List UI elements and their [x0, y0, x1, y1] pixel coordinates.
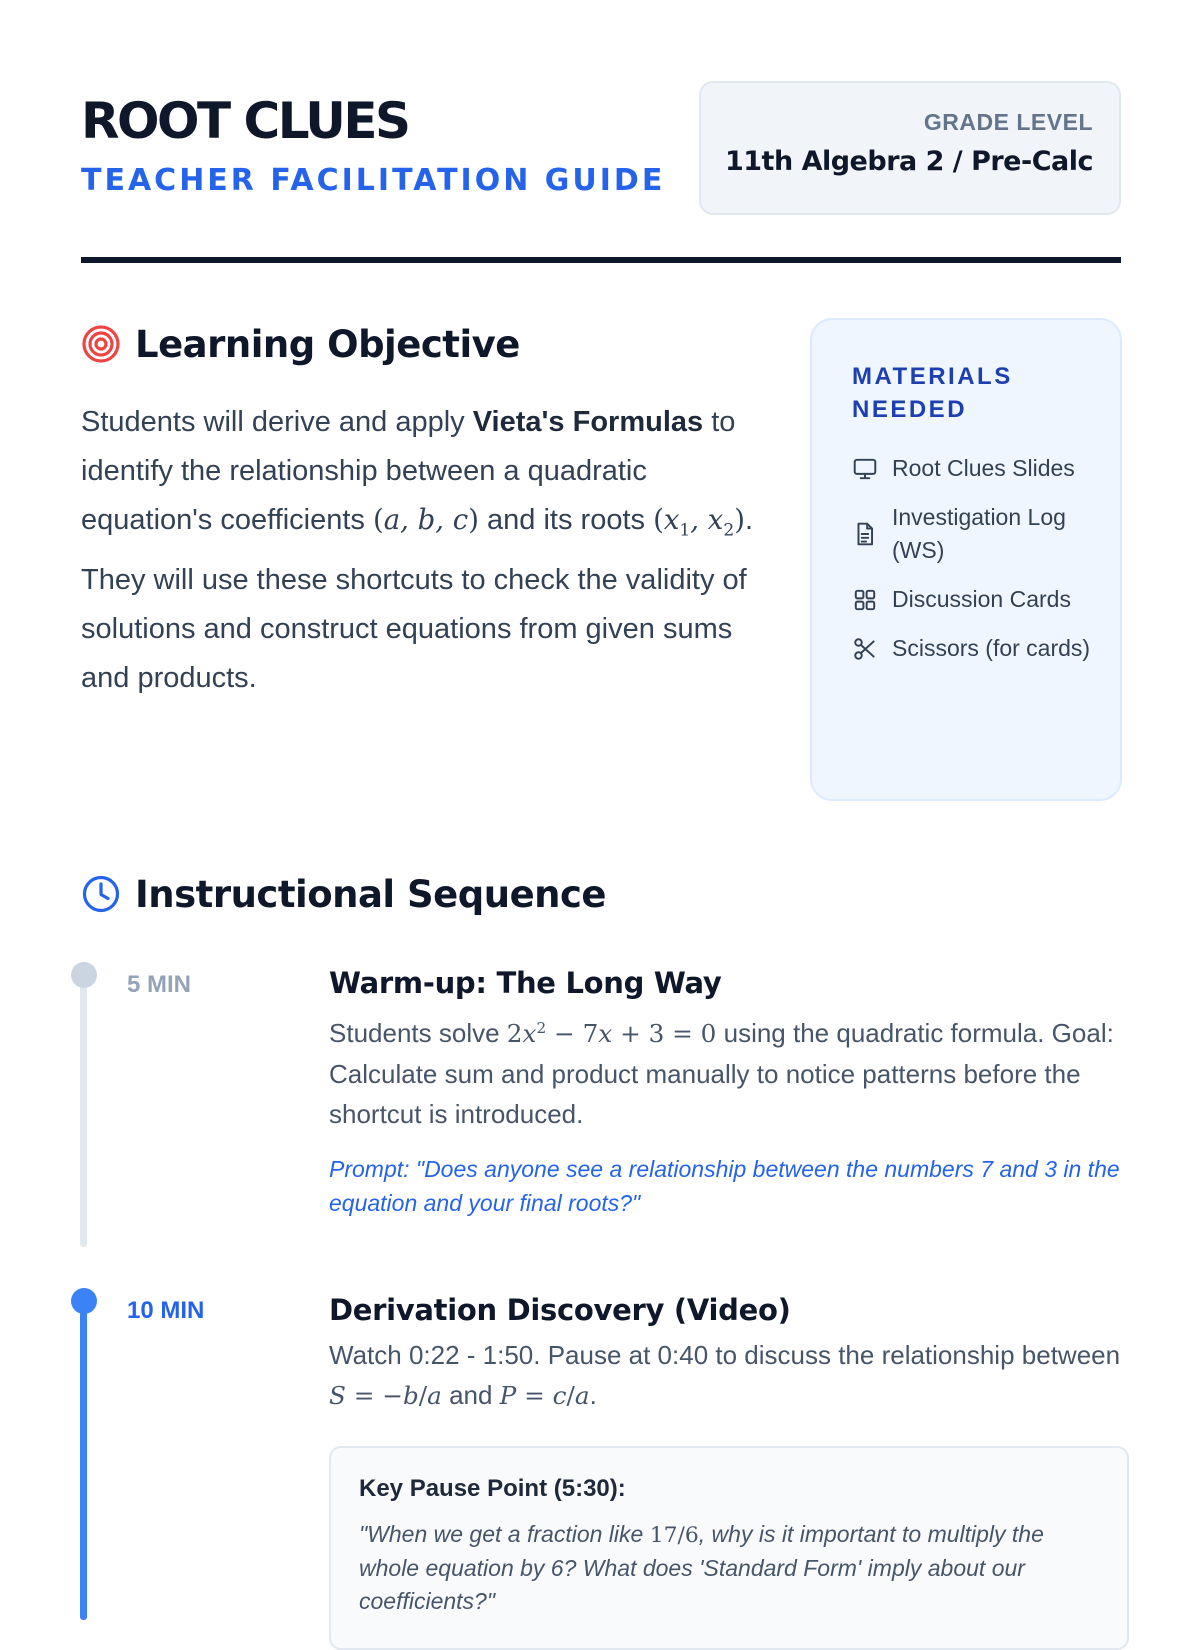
pause-point-quote — [359, 1518, 1099, 1618]
sequence-title: Instructional Sequence — [135, 872, 607, 916]
step-duration: 10 MIN — [127, 1297, 205, 1324]
materials-item-label: Investigation Log (WS) — [892, 504, 1066, 563]
objective-text-part: . They will use these shortcuts to check the validity of solutions and construct equations from given sums and products. — [81, 504, 753, 694]
timeline-line — [80, 1300, 87, 1620]
step-title: Derivation Discovery (Video) — [329, 1293, 791, 1327]
warmup-equation-math: $2x^2 - 7x + 3 = 0$ — [506, 1019, 717, 1049]
step-description — [329, 1008, 1129, 1134]
objective-text-part: Students will derive and apply — [81, 406, 473, 438]
pause-quote-part: , why is it important to multiply the whole equation by 6? What does 'Standard Form' imply about our coefficients?" — [359, 1521, 1044, 1614]
clock-icon — [81, 874, 121, 914]
objective-title: Learning Objective — [135, 322, 520, 366]
scissors-icon — [852, 636, 878, 662]
materials-list — [852, 452, 1092, 665]
key-pause-point-card — [329, 1446, 1129, 1650]
materials-card — [810, 318, 1122, 801]
vieta-formulas-term: Vieta's Formulas — [472, 406, 704, 438]
monitor-icon — [852, 456, 878, 482]
coefficients-math: (a, b, c) — [372, 504, 479, 536]
step-description-part: Students solve — [329, 1018, 507, 1049]
header-divider — [81, 257, 1121, 263]
pause-quote-part: "When we get a fraction like — [359, 1521, 650, 1547]
objective-text-part: and its roots — [478, 504, 654, 536]
materials-item — [852, 583, 1092, 616]
timeline-line — [80, 975, 87, 1247]
grade-level-value: 11th Algebra 2 / Pre-Calc — [724, 146, 1093, 177]
materials-item-label: Discussion Cards — [892, 586, 1071, 612]
materials-item — [852, 452, 1092, 485]
objective-text — [81, 398, 761, 703]
page-title: ROOT CLUES — [81, 92, 409, 150]
materials-heading: MATERIALS NEEDED — [852, 363, 1013, 423]
step-description — [329, 1335, 1129, 1416]
grade-level-label: GRADE LEVEL — [923, 109, 1093, 135]
roots-math: ($x_1$, $x_2$) — [653, 504, 745, 541]
fraction-math: 17/6 — [649, 1523, 699, 1548]
document-icon — [852, 521, 878, 547]
objective-heading — [81, 324, 520, 364]
step-description-part: Watch 0:22 - 1:50. Pause at 0:40 to discuss the relationship between — [329, 1340, 1121, 1370]
page-subtitle: TEACHER FACILITATION GUIDE — [81, 163, 666, 198]
timeline-dot — [71, 962, 97, 988]
product-formula-math: P = c/a — [499, 1381, 590, 1410]
sum-formula-math: S = −b/a — [329, 1381, 442, 1410]
sequence-step — [329, 1293, 1129, 1650]
target-icon — [81, 324, 121, 364]
objective-text-part: to identify the relationship between a quadratic equation's coefficients — [81, 406, 736, 536]
step-description-part: using the quadratic formula. Goal: Calculate sum and product manually to notice patterns before the shortcut is introduced. — [329, 1018, 1114, 1130]
materials-item-label: Root Clues Slides — [892, 455, 1075, 481]
step-prompt: Prompt: "Does anyone see a relationship between the numbers 7 and 3 in the equation and your final roots?" — [329, 1156, 1120, 1217]
grid-icon — [852, 587, 878, 613]
step-title: Warm-up: The Long Way — [329, 966, 722, 1000]
materials-item-label: Scissors (for cards) — [892, 635, 1091, 661]
sequence-step — [329, 966, 1129, 1220]
sequence-heading — [81, 874, 606, 914]
pause-point-title: Key Pause Point (5:30): — [359, 1475, 626, 1502]
step-duration: 5 MIN — [127, 971, 192, 998]
timeline-dot — [71, 1288, 97, 1314]
materials-item — [852, 501, 1092, 567]
grade-level-card — [699, 81, 1121, 215]
step-description-part: and — [441, 1380, 500, 1410]
materials-item — [852, 632, 1092, 665]
step-description-part: . — [589, 1380, 597, 1410]
